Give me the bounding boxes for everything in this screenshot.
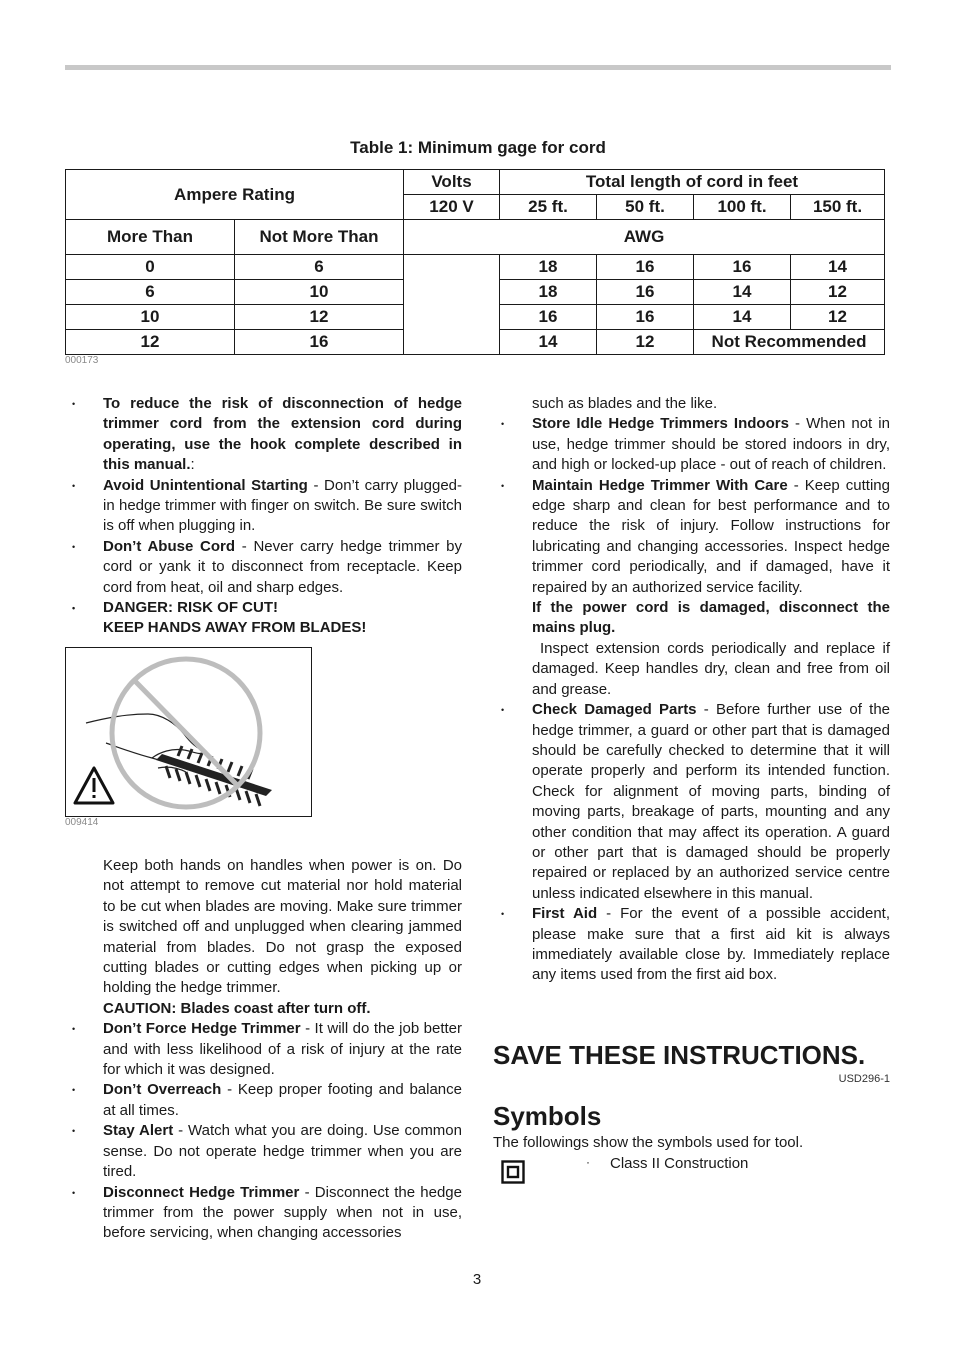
power-cord-warning: If the power cord is damaged, disconnect the mains plug. [532, 599, 890, 637]
bullet-text: - Before further use of the hedge trimmer, a guard or other part that is damaged should be carefully checked to determine that it will operate properly and perform its intended function. Check for alignment of moving parts, binding of moving parts, breakage of parts, mounting and any other condition that may affect its operation. A guard or other part that is damaged should be properly repaired or replaced by an authorized service centre unless indicated elsewhere in this manual. [532, 701, 890, 902]
table-title: Table 1: Minimum gage for cord [350, 138, 606, 157]
left-column-bottom [103, 856, 462, 1244]
bullet-text: - It will do the job better and with less likelihood of a risk of injury at the rate for which it was designed. [103, 1020, 462, 1079]
header-25ft: 25 ft. [500, 195, 597, 220]
bullet-text: - Don’t carry plugged-in hedge trimmer with finger on switch. Be sure switch is off when plugging in. [103, 476, 462, 535]
bullet-abuse-cord [103, 537, 462, 598]
bullet-title: First Aid [532, 905, 598, 923]
cell-100: 14 [694, 280, 791, 305]
cell-not-more: 16 [235, 330, 404, 355]
cell-more: 0 [66, 255, 235, 280]
double-square-icon [501, 1160, 525, 1184]
right-column [532, 394, 890, 986]
table-code: 000173 [65, 355, 99, 366]
caution-text: CAUTION: Blades coast after turn off. [103, 999, 371, 1017]
cord-gage-table [65, 169, 885, 355]
bullet-text: - Watch what you are doing. Use common sense. Do not operate hedge trimmer when you are tired. [103, 1122, 462, 1181]
header-50ft: 50 ft. [597, 195, 694, 220]
cell-25: 14 [500, 330, 597, 355]
symbols-intro: The followings show the symbols used for tool. [493, 1134, 804, 1151]
hand-blade-prohibition-icon [66, 648, 311, 816]
cell-150: 12 [791, 280, 885, 305]
cell-150: 12 [791, 305, 885, 330]
bullet-text: - Keep cutting edge sharp and clean for best performance and to reduce the risk of injury. Follow instructions for lubricating and changing accessories. Inspect hedge trimmer cord periodically, and if damaged, have it repaired by an authorized service facility. [532, 476, 890, 596]
inspect-cords-paragraph: Inspect extension cords periodically and replace if damaged. Keep handles dry, clean and free from oil and grease. [532, 639, 890, 698]
save-code: USD296-1 [838, 1073, 890, 1085]
cell-50: 12 [597, 330, 694, 355]
bullet-unintentional-starting [103, 476, 462, 537]
header-more-than: More Than [66, 220, 235, 255]
bullet-title: Avoid Unintentional Starting [103, 476, 308, 494]
bullet-title: Disconnect Hedge Trimmer [103, 1183, 300, 1201]
bullet-store-indoors [532, 414, 890, 475]
header-120v: 120 V [404, 195, 500, 220]
danger-line-1: DANGER: RISK OF CUT! [103, 599, 278, 617]
bullet-title: Don’t Force Hedge Trimmer [103, 1020, 301, 1038]
bullet-title: Stay Alert [103, 1122, 174, 1140]
left-column-top [103, 394, 462, 639]
bullet-disconnect [103, 1183, 462, 1244]
cell-not-more: 10 [235, 280, 404, 305]
cell-50: 16 [597, 305, 694, 330]
symbol-bullet: · [586, 1155, 590, 1169]
bullet-text: - Never carry hedge trimmer by cord or yank it to disconnect from receptacle. Keep cord from heat, oil and sharp edges. [103, 537, 462, 596]
bullet-title: To reduce the risk of disconnection of hedge trimmer cord from the extension cord during operating, use the hook complete described in this manual. [103, 395, 462, 474]
top-rule [65, 65, 891, 70]
bullet-dont-force [103, 1019, 462, 1080]
symbols-heading: Symbols [493, 1101, 602, 1131]
keep-hands-paragraph: Keep both hands on handles when power is on. Do not attempt to remove cut material nor hold material to be cut when blades are moving. Make sure trimmer is switched off and unplugged when clearing jammed material from blades. Do not grasp the exposed cutting blades or cutting edges when picking up or holding the hedge trimmer. [103, 857, 462, 997]
bullet-title: Check Damaged Parts [532, 701, 697, 719]
bullet-title: Maintain Hedge Trimmer With Care [532, 476, 788, 494]
cell-25: 16 [500, 305, 597, 330]
header-150ft: 150 ft. [791, 195, 885, 220]
bullet-danger [103, 598, 462, 639]
header-volts: Volts [404, 170, 500, 195]
figure-code: 009414 [65, 817, 99, 828]
cell-more: 12 [66, 330, 235, 355]
header-awg: AWG [404, 220, 885, 255]
bullet-title: Don’t Abuse Cord [103, 537, 236, 555]
cell-100: 14 [694, 305, 791, 330]
cell-150: 14 [791, 255, 885, 280]
cell-not-more: 6 [235, 255, 404, 280]
header-100ft: 100 ft. [694, 195, 791, 220]
bullet-maintain [532, 476, 890, 598]
bullet-stay-alert [103, 1121, 462, 1182]
continued-text: such as blades and the like. [532, 395, 718, 412]
header-ampere-rating: Ampere Rating [66, 170, 404, 220]
page-number: 3 [472, 1271, 482, 1288]
bullet-text: : [190, 456, 195, 474]
cell-volts-empty [404, 255, 500, 355]
cell-not-more: 12 [235, 305, 404, 330]
bullet-dont-overreach [103, 1080, 462, 1121]
bullet-title: Store Idle Hedge Trimmers Indoors [532, 415, 789, 433]
keep-hands-away-figure [65, 647, 312, 817]
bullet-text: - Keep proper footing and balance at all times. [103, 1081, 462, 1119]
cell-100: 16 [694, 255, 791, 280]
danger-line-2: KEEP HANDS AWAY FROM BLADES! [103, 619, 367, 637]
save-instructions-heading: SAVE THESE INSTRUCTIONS. [493, 1040, 866, 1070]
table-row [66, 255, 885, 280]
cell-50: 16 [597, 255, 694, 280]
bullet-first-aid [532, 904, 890, 986]
bullet-text: - For the event of a possible accident, please make sure that a first aid kit is always immediately available close by. Immediately replace any items used from the first aid box. [532, 905, 890, 984]
bullet-text: - When not in use, hedge trimmer should be stored indoors in dry, and high or locked-up place - out of reach of children. [532, 415, 890, 474]
cell-50: 16 [597, 280, 694, 305]
cell-more: 6 [66, 280, 235, 305]
bullet-text: - Disconnect the hedge trimmer from the power supply when not in use, before servicing, when changing accessories [103, 1183, 462, 1242]
cell-25: 18 [500, 280, 597, 305]
class2-label: Class II Construction [610, 1155, 749, 1172]
bullet-hook [103, 394, 462, 476]
header-not-more-than: Not More Than [235, 220, 404, 255]
bullet-check-damaged [532, 700, 890, 904]
header-total-length: Total length of cord in feet [500, 170, 885, 195]
cell-more: 10 [66, 305, 235, 330]
cell-not-recommended: Not Recommended [694, 330, 885, 355]
cell-25: 18 [500, 255, 597, 280]
bullet-title: Don’t Overreach [103, 1081, 222, 1099]
